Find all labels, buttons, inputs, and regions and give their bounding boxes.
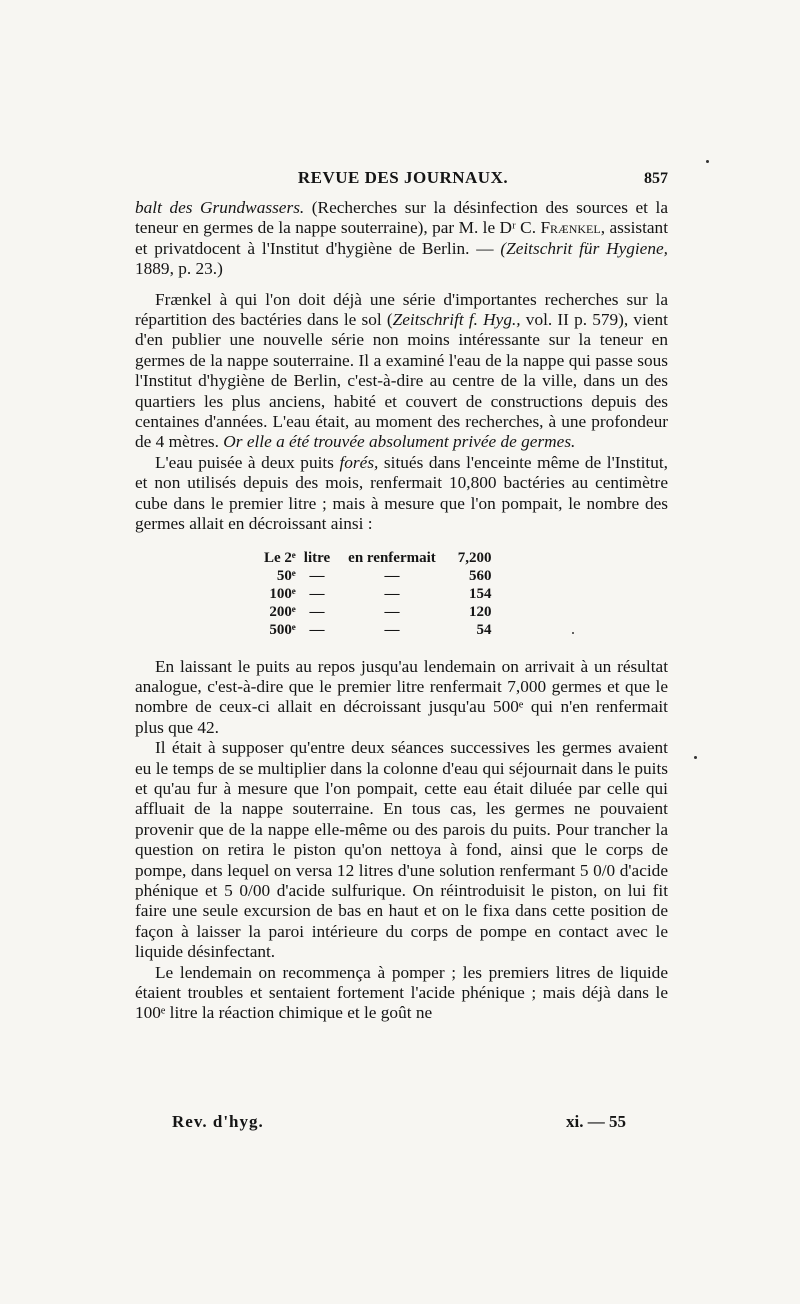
- table-cell-value: 154: [469, 585, 492, 602]
- table-cell-label: 100ᵉ: [269, 585, 296, 602]
- paragraph-2-emphasis: forés,: [339, 452, 379, 472]
- table-cell-unit: —: [309, 585, 325, 602]
- table-cell-label: 50ᵉ: [276, 567, 296, 584]
- print-speck: [706, 160, 709, 163]
- table-row: [260, 549, 496, 567]
- paragraph-3: En laissant le puits au repos jusqu'au lendemain on arrivait à un résultat analogue, c'est-à-dire que le premier litre renfermait 7,000 germes et que le nombre de ceux-ci allait en décroissant jusqu'au 500ᵉ qui n'en renfermait plus que 42.: [135, 656, 668, 737]
- page-header: [138, 168, 668, 192]
- table-cell-verb: —: [384, 603, 400, 620]
- table-row: [260, 567, 496, 585]
- paragraph-4: Il était à supposer qu'entre deux séances successives les germes avaient eu le temps de se multiplier dans la colonne d'eau qui séjournait dans le puits et qu'au fur à mesure que l'on pompait, cette eau était diluée par celle qui affluait de la nappe souterraine. En tous cas, les germes ne pouvaient provenir que de la nappe elle-même ou des parois du puits. Pour trancher la question on retira le piston qu'on nettoya à fond, ainsi que le corps de pompe, dans lequel on versa 12 litres d'une solution renfermant 5 0/0 d'acide phénique et 5 0/00 d'acide sulfurique. On réintroduisit le piston, on lui fit faire une seule excursion de bas en haut et on le fixa dans cette position de façon à laisser la paroi intérieure du corps de pompe en contact avec le liquide désinfectant.: [135, 738, 668, 962]
- table-cell-value: 560: [469, 567, 492, 584]
- paragraph-1-text: Frænkel à qui l'on doit déjà une série d'importantes recherches sur la répartition des bactéries dans le sol (: [135, 289, 668, 330]
- table-cell-unit: —: [309, 621, 325, 638]
- reference-text-2: , assistant et privatdocent à l'Institut d'hygiène de Berlin. —: [135, 218, 669, 258]
- table-cell-value: 7,200: [457, 549, 492, 566]
- reference-title: balt des Grundwassers.: [135, 198, 305, 217]
- table-cell-unit: —: [309, 603, 325, 620]
- table-cell-label: 500ᵉ: [269, 621, 296, 638]
- author-name: Frænkel: [540, 218, 601, 238]
- table-cell-value: 54: [476, 621, 492, 638]
- journal-name: (Zeitschrit für Hygiene,: [500, 238, 668, 258]
- paragraph-1-text-2: vol. II p. 579), vient d'en publier une nouvelle série non moins intéressante sur la teneur en germes de la nappe souterraine. Il a examiné l'eau de la nappe qui passe sous l'Institut d'hygiène de Berlin, c'est-à-dire au centre de la ville, dans un des quartiers les plus anciens, habité et couvert de constructions depuis des centaines d'années. L'eau était, au moment des recherches, à une profondeur de 4 mètres.: [135, 310, 668, 452]
- journal-signature: Rev. d'hyg.: [172, 1112, 264, 1131]
- page-footer: [172, 1112, 626, 1138]
- reference-text-3: 1889, p. 23.): [135, 259, 223, 279]
- table-cell-verb: en renfermait: [348, 549, 436, 566]
- germ-count-table: [260, 549, 496, 639]
- paragraph-2-text: L'eau puisée à deux puits: [155, 452, 340, 472]
- table-cell-label: 200ᵉ: [269, 603, 296, 620]
- table-cell-unit: —: [309, 567, 325, 584]
- bibliographic-reference: [135, 198, 668, 280]
- table-cell-unit: litre: [303, 549, 331, 566]
- table-row: [260, 603, 496, 621]
- paragraph-1: [135, 290, 668, 453]
- paragraph-2-text-2: situés dans l'enceinte même de l'Institut, et non utilisés depuis des mois, renfermait 10,800 bactéries au centimètre cube dans le premier litre ; mais à mesure que l'on pompait, le nombre des germes allait en décroissant ainsi :: [135, 452, 668, 534]
- table-cell-label: Le 2ᵉ: [264, 549, 296, 566]
- article-body: [135, 198, 668, 1024]
- page-number: 857: [644, 170, 668, 187]
- paragraph-2: [135, 453, 668, 535]
- reference-text: (Recherches sur la désinfection des sources et la teneur en germes de la nappe souterraine), par M. le Dʳ C.: [135, 198, 668, 238]
- table-cell-value: 120: [469, 603, 492, 620]
- print-speck: [694, 756, 697, 759]
- print-speck: [572, 632, 574, 634]
- table-row: [260, 621, 496, 639]
- table-cell-verb: —: [384, 567, 400, 584]
- paragraph-1-journal: Zeitschrift f. Hyg.,: [392, 310, 521, 330]
- paragraph-5: Le lendemain on recommença à pomper ; les premiers litres de liquide étaient troubles et sentaient fortement l'acide phénique ; mais déjà dans le 100ᵉ litre la réaction chimique et le goût ne: [135, 962, 668, 1023]
- paragraph-1-emphasis: Or elle a été trouvée absolument privée de germes.: [223, 432, 576, 452]
- table-cell-verb: —: [384, 585, 400, 602]
- running-title: REVUE DES JOURNAUX.: [297, 168, 509, 187]
- table-cell-verb: —: [384, 621, 400, 638]
- volume-signature: xi. — 55: [566, 1112, 626, 1131]
- table-row: [260, 585, 496, 603]
